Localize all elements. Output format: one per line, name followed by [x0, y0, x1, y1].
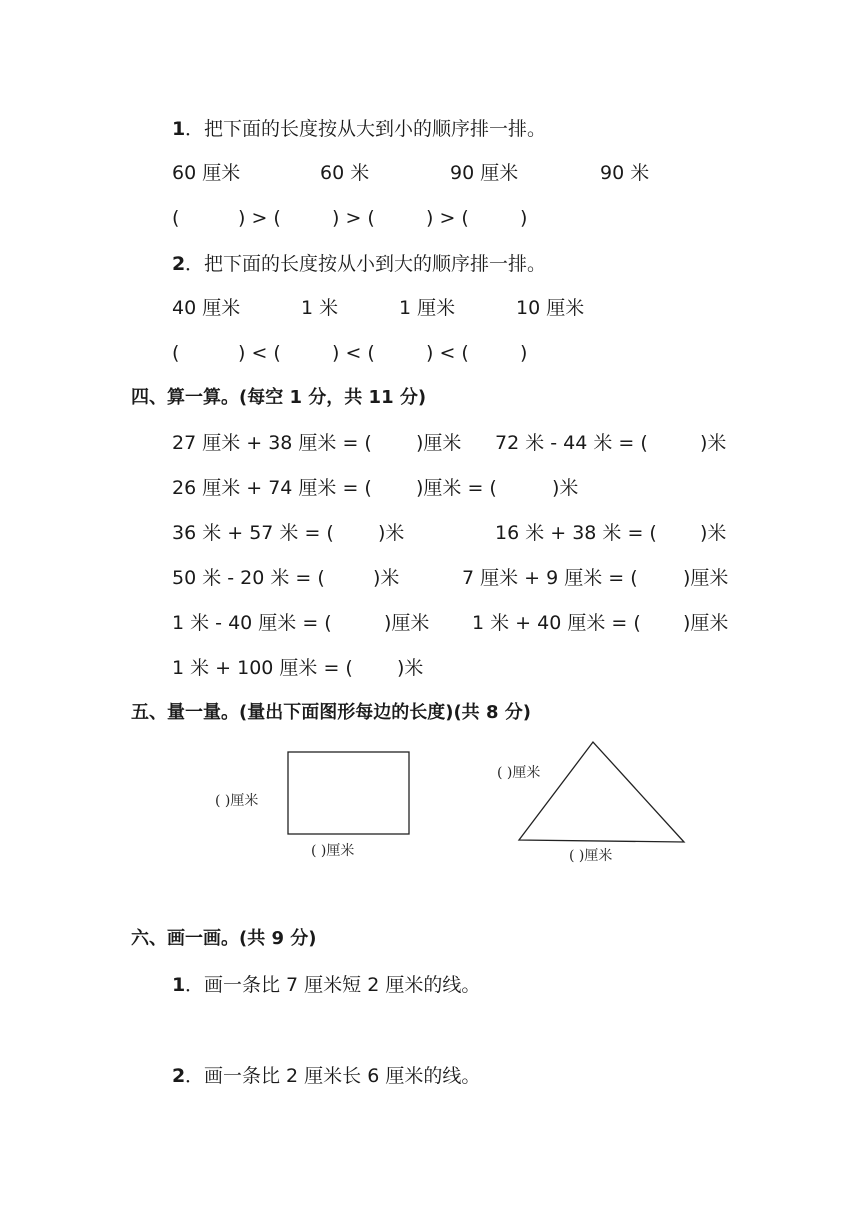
- answer-blank[interactable]: )米: [397, 657, 424, 679]
- answer-blank[interactable]: ) < (: [332, 342, 375, 364]
- triangle-bottom-label: ( )厘米: [569, 848, 613, 864]
- answer-blank[interactable]: )厘米: [683, 612, 729, 634]
- answer-blank[interactable]: (: [172, 342, 180, 364]
- length-item: 60 厘米: [172, 162, 241, 184]
- section-title: 四、算一算。(每空 1 分，共 11 分): [131, 387, 427, 408]
- math-expression: 1 米 + 40 厘米 = (: [472, 612, 641, 634]
- question-number: 2: [172, 253, 186, 275]
- triangle-side-label: ( )厘米: [497, 765, 541, 781]
- rect-bottom-label: ( )厘米: [311, 843, 355, 859]
- math-expression: 1 米 - 40 厘米 = (: [172, 612, 332, 634]
- question-text: ．画一条比 7 厘米短 2 厘米的线。: [185, 974, 481, 996]
- rectangle-shape: [288, 752, 409, 834]
- length-item: 60 米: [320, 162, 370, 184]
- answer-blank[interactable]: ) < (: [238, 342, 281, 364]
- answer-blank[interactable]: )米: [700, 522, 727, 544]
- length-item: 90 厘米: [450, 162, 519, 184]
- answer-blank[interactable]: )厘米: [683, 567, 729, 589]
- math-expression: 16 米 + 38 米 = (: [495, 522, 657, 544]
- question-text: ．把下面的长度按从大到小的顺序排一排。: [185, 118, 547, 140]
- answer-blank[interactable]: ) < (: [426, 342, 469, 364]
- answer-blank[interactable]: )厘米 = (: [416, 477, 497, 499]
- length-item: 1 米: [301, 297, 339, 319]
- rect-side-label: ( )厘米: [215, 793, 259, 809]
- math-expression: 36 米 + 57 米 = (: [172, 522, 334, 544]
- answer-blank[interactable]: )米: [700, 432, 727, 454]
- length-item: 10 厘米: [516, 297, 585, 319]
- section-title: 五、量一量。(量出下面图形每边的长度)(共 8 分): [131, 702, 531, 723]
- answer-blank[interactable]: )米: [552, 477, 579, 499]
- math-expression: 27 厘米 + 38 厘米 = (: [172, 432, 372, 454]
- answer-blank[interactable]: )米: [378, 522, 405, 544]
- triangle-shape: [519, 742, 684, 842]
- answer-blank[interactable]: )米: [373, 567, 400, 589]
- answer-blank[interactable]: )厘米: [416, 432, 462, 454]
- length-item: 1 厘米: [399, 297, 456, 319]
- math-expression: 1 米 + 100 厘米 = (: [172, 657, 353, 679]
- answer-blank[interactable]: ) > (: [238, 207, 281, 229]
- math-expression: 50 米 - 20 米 = (: [172, 567, 325, 589]
- math-expression: 7 厘米 + 9 厘米 = (: [462, 567, 638, 589]
- answer-blank[interactable]: )厘米: [384, 612, 430, 634]
- answer-blank[interactable]: ) > (: [332, 207, 375, 229]
- answer-blank[interactable]: ) > (: [426, 207, 469, 229]
- answer-blank[interactable]: ): [520, 342, 528, 364]
- answer-blank[interactable]: (: [172, 207, 180, 229]
- length-item: 40 厘米: [172, 297, 241, 319]
- question-number: 1: [172, 118, 186, 140]
- length-item: 90 米: [600, 162, 650, 184]
- math-expression: 72 米 - 44 米 = (: [495, 432, 648, 454]
- question-text: ．把下面的长度按从小到大的顺序排一排。: [185, 253, 547, 275]
- question-number: 1: [172, 974, 186, 996]
- math-expression: 26 厘米 + 74 厘米 = (: [172, 477, 372, 499]
- question-number: 2: [172, 1065, 186, 1087]
- question-text: ．画一条比 2 厘米长 6 厘米的线。: [185, 1065, 481, 1087]
- answer-blank[interactable]: ): [520, 207, 528, 229]
- section-title: 六、画一画。(共 9 分): [131, 928, 317, 949]
